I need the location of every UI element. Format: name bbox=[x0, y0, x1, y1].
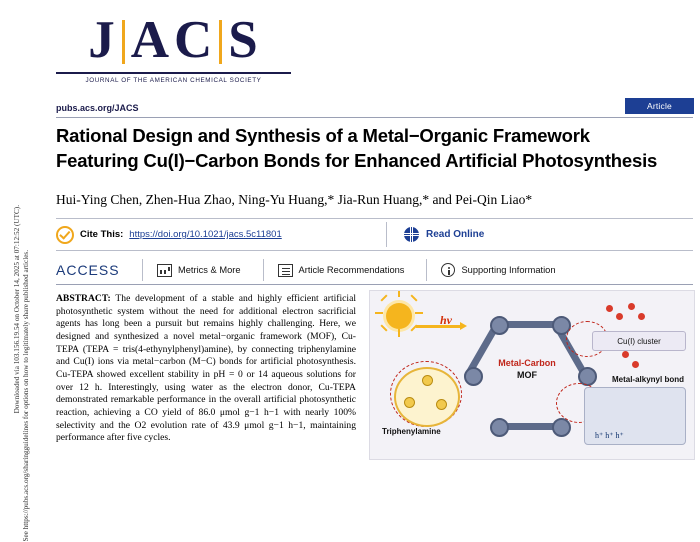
molecule-dot-1 bbox=[606, 305, 613, 312]
logo-letter-j: J bbox=[88, 11, 116, 69]
cite-bar bbox=[56, 218, 693, 251]
mof-node-5 bbox=[490, 418, 509, 437]
read-online-button[interactable] bbox=[404, 219, 484, 250]
page-title: Rational Design and Synthesis of a Metal−Organic Framework Featuring Cu(I)−Carbon Bonds for Enhanced Artificial Photosynthesis bbox=[56, 125, 658, 171]
molecule-dot-4 bbox=[638, 313, 645, 320]
check-circle-icon bbox=[56, 226, 74, 244]
supporting-information-label: Supporting Information bbox=[461, 265, 556, 275]
abstract-text: The development of a stable and highly efficient artificial photosynthetic system without the need for additional electron sacrificial agents has long been a pursuit but remains highly challenging. Here, we designed and synthesized a novel metal−organic framework (MOF), Cu-TEPA (TEPA = tris(4-ethynylphenyl)amine), by connecting triphenylamine and Cu(I) ions via metal−carbon (M−C) bonds for artificial photosynthesis. Cu-TEPA showed excellent stability in pH = 0 or 14 aqueous solutions for over 12 h. Interestingly, using water as the electron donor, Cu-TEPA demonstrated remarkable performance in the overall artificial photosynthetic reaction, achieving a CO yield of 86.0 μmol g−1 h−1 with nearly 100% selectivity and the O2 evolution rate of 43.9 μmol g−1 h−1, maintaining performance after five cycles. bbox=[56, 293, 356, 444]
sun-icon bbox=[386, 303, 412, 329]
toc-graphic bbox=[369, 290, 695, 460]
cu-cluster-label: Cu(I) cluster bbox=[617, 336, 661, 346]
metrics-and-more-item[interactable] bbox=[157, 264, 241, 277]
molecule-dot-3 bbox=[628, 303, 635, 310]
sun-ray-icon-7 bbox=[380, 324, 387, 331]
read-online-label: Read Online bbox=[426, 229, 485, 240]
access-label[interactable]: ACCESS bbox=[56, 262, 120, 278]
article-recommendations-item[interactable] bbox=[278, 264, 405, 277]
document-icon bbox=[278, 264, 293, 277]
mof-node-1 bbox=[490, 316, 509, 335]
sun-ray-icon-5 bbox=[380, 294, 387, 301]
metal-alkynyl-label: Metal-alkynyl bond bbox=[611, 375, 684, 384]
supporting-information-item[interactable] bbox=[441, 263, 555, 277]
molecule-dot-5 bbox=[622, 351, 629, 358]
access-bar-divider bbox=[56, 284, 693, 285]
mof-node-6 bbox=[464, 367, 483, 386]
header-divider bbox=[56, 117, 693, 118]
globe-icon bbox=[404, 227, 419, 242]
access-bar bbox=[56, 257, 693, 283]
journal-subtitle: JOURNAL OF THE AMERICAN CHEMICAL SOCIETY bbox=[85, 77, 262, 84]
sun-ray-icon-4 bbox=[415, 312, 423, 314]
tpa-dot-2 bbox=[404, 397, 415, 408]
logo-letter-s: S bbox=[228, 11, 259, 69]
logo-letter-a: A bbox=[130, 11, 170, 69]
metrics-and-more-label: Metrics & More bbox=[178, 265, 241, 275]
article-type-badge: Article bbox=[625, 98, 694, 114]
publisher-url[interactable]: pubs.acs.org/JACS bbox=[56, 103, 139, 113]
download-sidebar-note bbox=[0, 0, 34, 542]
molecule-dot-2 bbox=[616, 313, 623, 320]
doi-link[interactable]: https://doi.org/10.1021/jacs.5c11801 bbox=[129, 229, 282, 240]
access-divider-3 bbox=[426, 259, 427, 281]
cu-cluster-card bbox=[592, 331, 686, 351]
tpa-dot-3 bbox=[436, 399, 447, 410]
logo-bar-icon-2 bbox=[219, 20, 222, 64]
access-divider-1 bbox=[142, 259, 143, 281]
access-divider-2 bbox=[263, 259, 264, 281]
info-circle-icon bbox=[441, 263, 455, 277]
logo-letter-c: C bbox=[174, 11, 214, 69]
molecule-dot-6 bbox=[632, 361, 639, 368]
mof-center-label bbox=[488, 357, 566, 381]
hv-label: hν bbox=[440, 313, 452, 327]
tpa-dot-1 bbox=[422, 375, 433, 386]
article-recommendations-label: Article Recommendations bbox=[298, 265, 405, 275]
hole-carriers-label: h⁺ h⁺ h⁺ bbox=[595, 431, 624, 440]
triphenylamine-bubble bbox=[394, 367, 460, 427]
article-page bbox=[34, 0, 700, 462]
light-arrow-icon bbox=[416, 325, 462, 328]
sidebar-note-line-2: See https://pubs.acs.org/sharingguidelines for options on how to legitimately share published articles. bbox=[22, 250, 30, 542]
metrics-bars-icon bbox=[157, 264, 172, 277]
mof-label-text: MOF bbox=[517, 370, 537, 381]
journal-masthead bbox=[56, 11, 291, 84]
metal-carbon-label: Metal-Carbon bbox=[498, 358, 556, 368]
author-list: Hui-Ying Chen, Zhen-Hua Zhao, Ning-Yu Huang,* Jia-Run Huang,* and Pei-Qin Liao* bbox=[56, 192, 533, 207]
logo-bar-icon bbox=[122, 20, 125, 64]
sidebar-note-line-1: Downloaded via 103.156.19.54 on October 14, 2025 at 07:12:52 (UTC). bbox=[13, 205, 21, 414]
abstract-paragraph bbox=[56, 293, 356, 445]
triphenylamine-label: Triphenylamine bbox=[382, 427, 441, 436]
cite-bar-divider bbox=[386, 222, 387, 247]
sun-ray-icon-8 bbox=[410, 294, 417, 301]
sun-ray-icon-3 bbox=[375, 312, 383, 314]
masthead-rule bbox=[56, 72, 291, 74]
sun-ray-icon-1 bbox=[398, 290, 400, 297]
cite-this-group bbox=[56, 219, 282, 250]
jacs-logo bbox=[56, 11, 291, 69]
abstract-heading: ABSTRACT: bbox=[56, 293, 111, 304]
sun-ray-icon-2 bbox=[398, 329, 400, 337]
cite-this-label: Cite This: bbox=[80, 229, 124, 240]
metal-alkynyl-card bbox=[584, 387, 686, 445]
